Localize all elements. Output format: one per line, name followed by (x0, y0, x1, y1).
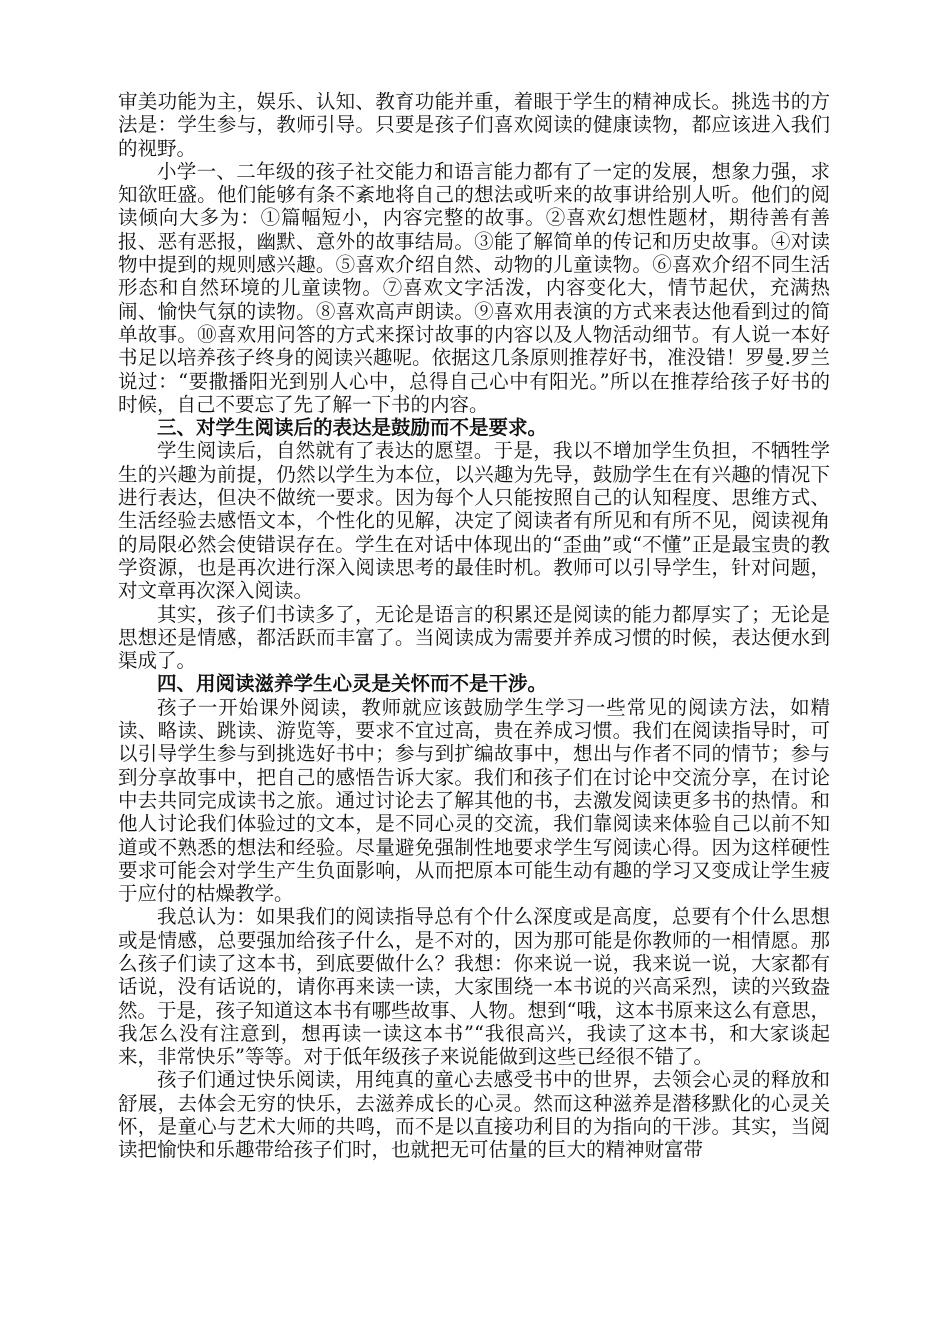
paragraph-reading-methods: 孩子一开始课外阅读，教师就应该鼓励学生学习一些常见的阅读方法，如精读、略读、跳读、游览等，要求不宜过高，贵在养成习惯。我们在阅读指导时，可以引导学生参与到挑选好书中；参与到扩编故事中，想出与作者不同的情节；参与到分享故事中，把自己的感悟告诉大家。我们和孩子们在讨论中交流分享，在讨论中去共同完成读书之旅。通过讨论去了解其他的书，去激发阅读更多书的热情。和他人讨论我们体验过的文本，是不同心灵的交流，我们靠阅读来体验自己以前不知道或不熟悉的想法和经验。尽量避免强制性地要求学生写阅读心得。因为这样硬性要求可能会对学生产生负面影响，从而把原本可能生动有趣的学习又变成让学生疲于应付的枯燥教学。 (118, 695, 830, 906)
paragraph-intro-continued: 审美功能为主，娱乐、认知、教育功能并重，着眼于学生的精神成长。挑选书的方法是：学生参与，教师引导。只要是孩子们喜欢阅读的健康读物，都应该进入我们的视野。 (118, 90, 830, 160)
paragraph-expression: 学生阅读后，自然就有了表达的愿望。于是，我以不增加学生负担，不牺牲学生的兴趣为前提，仍然以学生为本位，以兴趣为先导，鼓励学生在有兴趣的情况下进行表达，但决不做统一要求。因为每个人只能按照自己的认知程度、思维方式、生活经验去感悟文本，个性化的见解，决定了阅读者有所见和有所不见，阅读视角的局限必然会使错误存在。学生在对话中体现出的“歪曲”或“不懂”正是最宝贵的教学资源，也是再次进行深入阅读思考的最佳时机。教师可以引导学生，针对问题，对文章再次深入阅读。 (118, 439, 830, 603)
paragraph-guidance-opinion: 我总认为：如果我们的阅读指导总有个什么深度或是高度，总要有个什么思想或是情感，总要强加给孩子什么，是不对的，因为那可能是你教师的一相情愿。那么孩子们读了这本书，到底要做什么？我想：你来说一说，我来说一说，大家都有话说，没有话说的，请你再来读一读，大家围绕一本书说的兴高采烈，读的兴致盎然。于是，孩子知道这本书有哪些故事、人物。想到“哦，这本书原来这么有意思，我怎么没有注意到，想再读一读这本书”“我很高兴，我读了这本书，和大家谈起来，非常快乐”等等。对于低年级孩子来说能做到这些已经很不错了。 (118, 905, 830, 1069)
section-heading-4: 四、用阅读滋养学生心灵是关怀而不是干涉。 (157, 672, 548, 696)
paragraph-reading-tendencies: 小学一、二年级的孩子社交能力和语言能力都有了一定的发展，想象力强，求知欲旺盛。他们能够有条不紊地将自己的想法或听来的故事讲给别人听。他们的阅读倾向大多为：①篇幅短小，内容完整的故事。②喜欢幻想性题材，期待善有善报、恶有恶报，幽默、意外的故事结局。③能了解简单的传记和历史故事。④对读物中提到的规则感兴趣。⑤喜欢介绍自然、动物的儿童读物。⑥喜欢介绍不同生活形态和自然环境的儿童读物。⑦喜欢文字活泼，内容变化大，情节起伏，充满热闹、愉快气氛的读物。⑧喜欢高声朗读。⑨喜欢用表演的方式来表达他看到过的简单故事。⑩喜欢用问答的方式来探讨故事的内容以及人物活动细节。有人说一本好书足以培养孩子终身的阅读兴趣呢。依据这几条原则推荐好书，准没错！罗曼.罗兰说过：“要撒播阳光到别人心中，总得自己心中有阳光。”所以在推荐给孩子好书的时候，自己不要忘了先了解一下书的内容。 (118, 159, 830, 416)
section-heading-3: 三、对学生阅读后的表达是鼓励而不是要求。 (157, 416, 548, 440)
paragraph-happy-reading: 孩子们通过快乐阅读，用纯真的童心去感受书中的世界，去领会心灵的释放和舒展，去体会无穷的快乐，去滋养成长的心灵。然而这种滋养是潜移默化的心灵关怀，是童心与艺术大师的共鸣，而不是以直接功利目的为指向的干涉。其实，当阅读把愉快和乐趣带给孩子们时，也就把无可估量的巨大的精神财富带 (118, 1068, 830, 1162)
document-page (118, 90, 830, 1162)
paragraph-accumulation: 其实，孩子们书读多了，无论是语言的积累还是阅读的能力都厚实了；无论是思想还是情感，都活跃而丰富了。当阅读成为需要并养成习惯的时候，表达便水到渠成了。 (118, 602, 830, 673)
